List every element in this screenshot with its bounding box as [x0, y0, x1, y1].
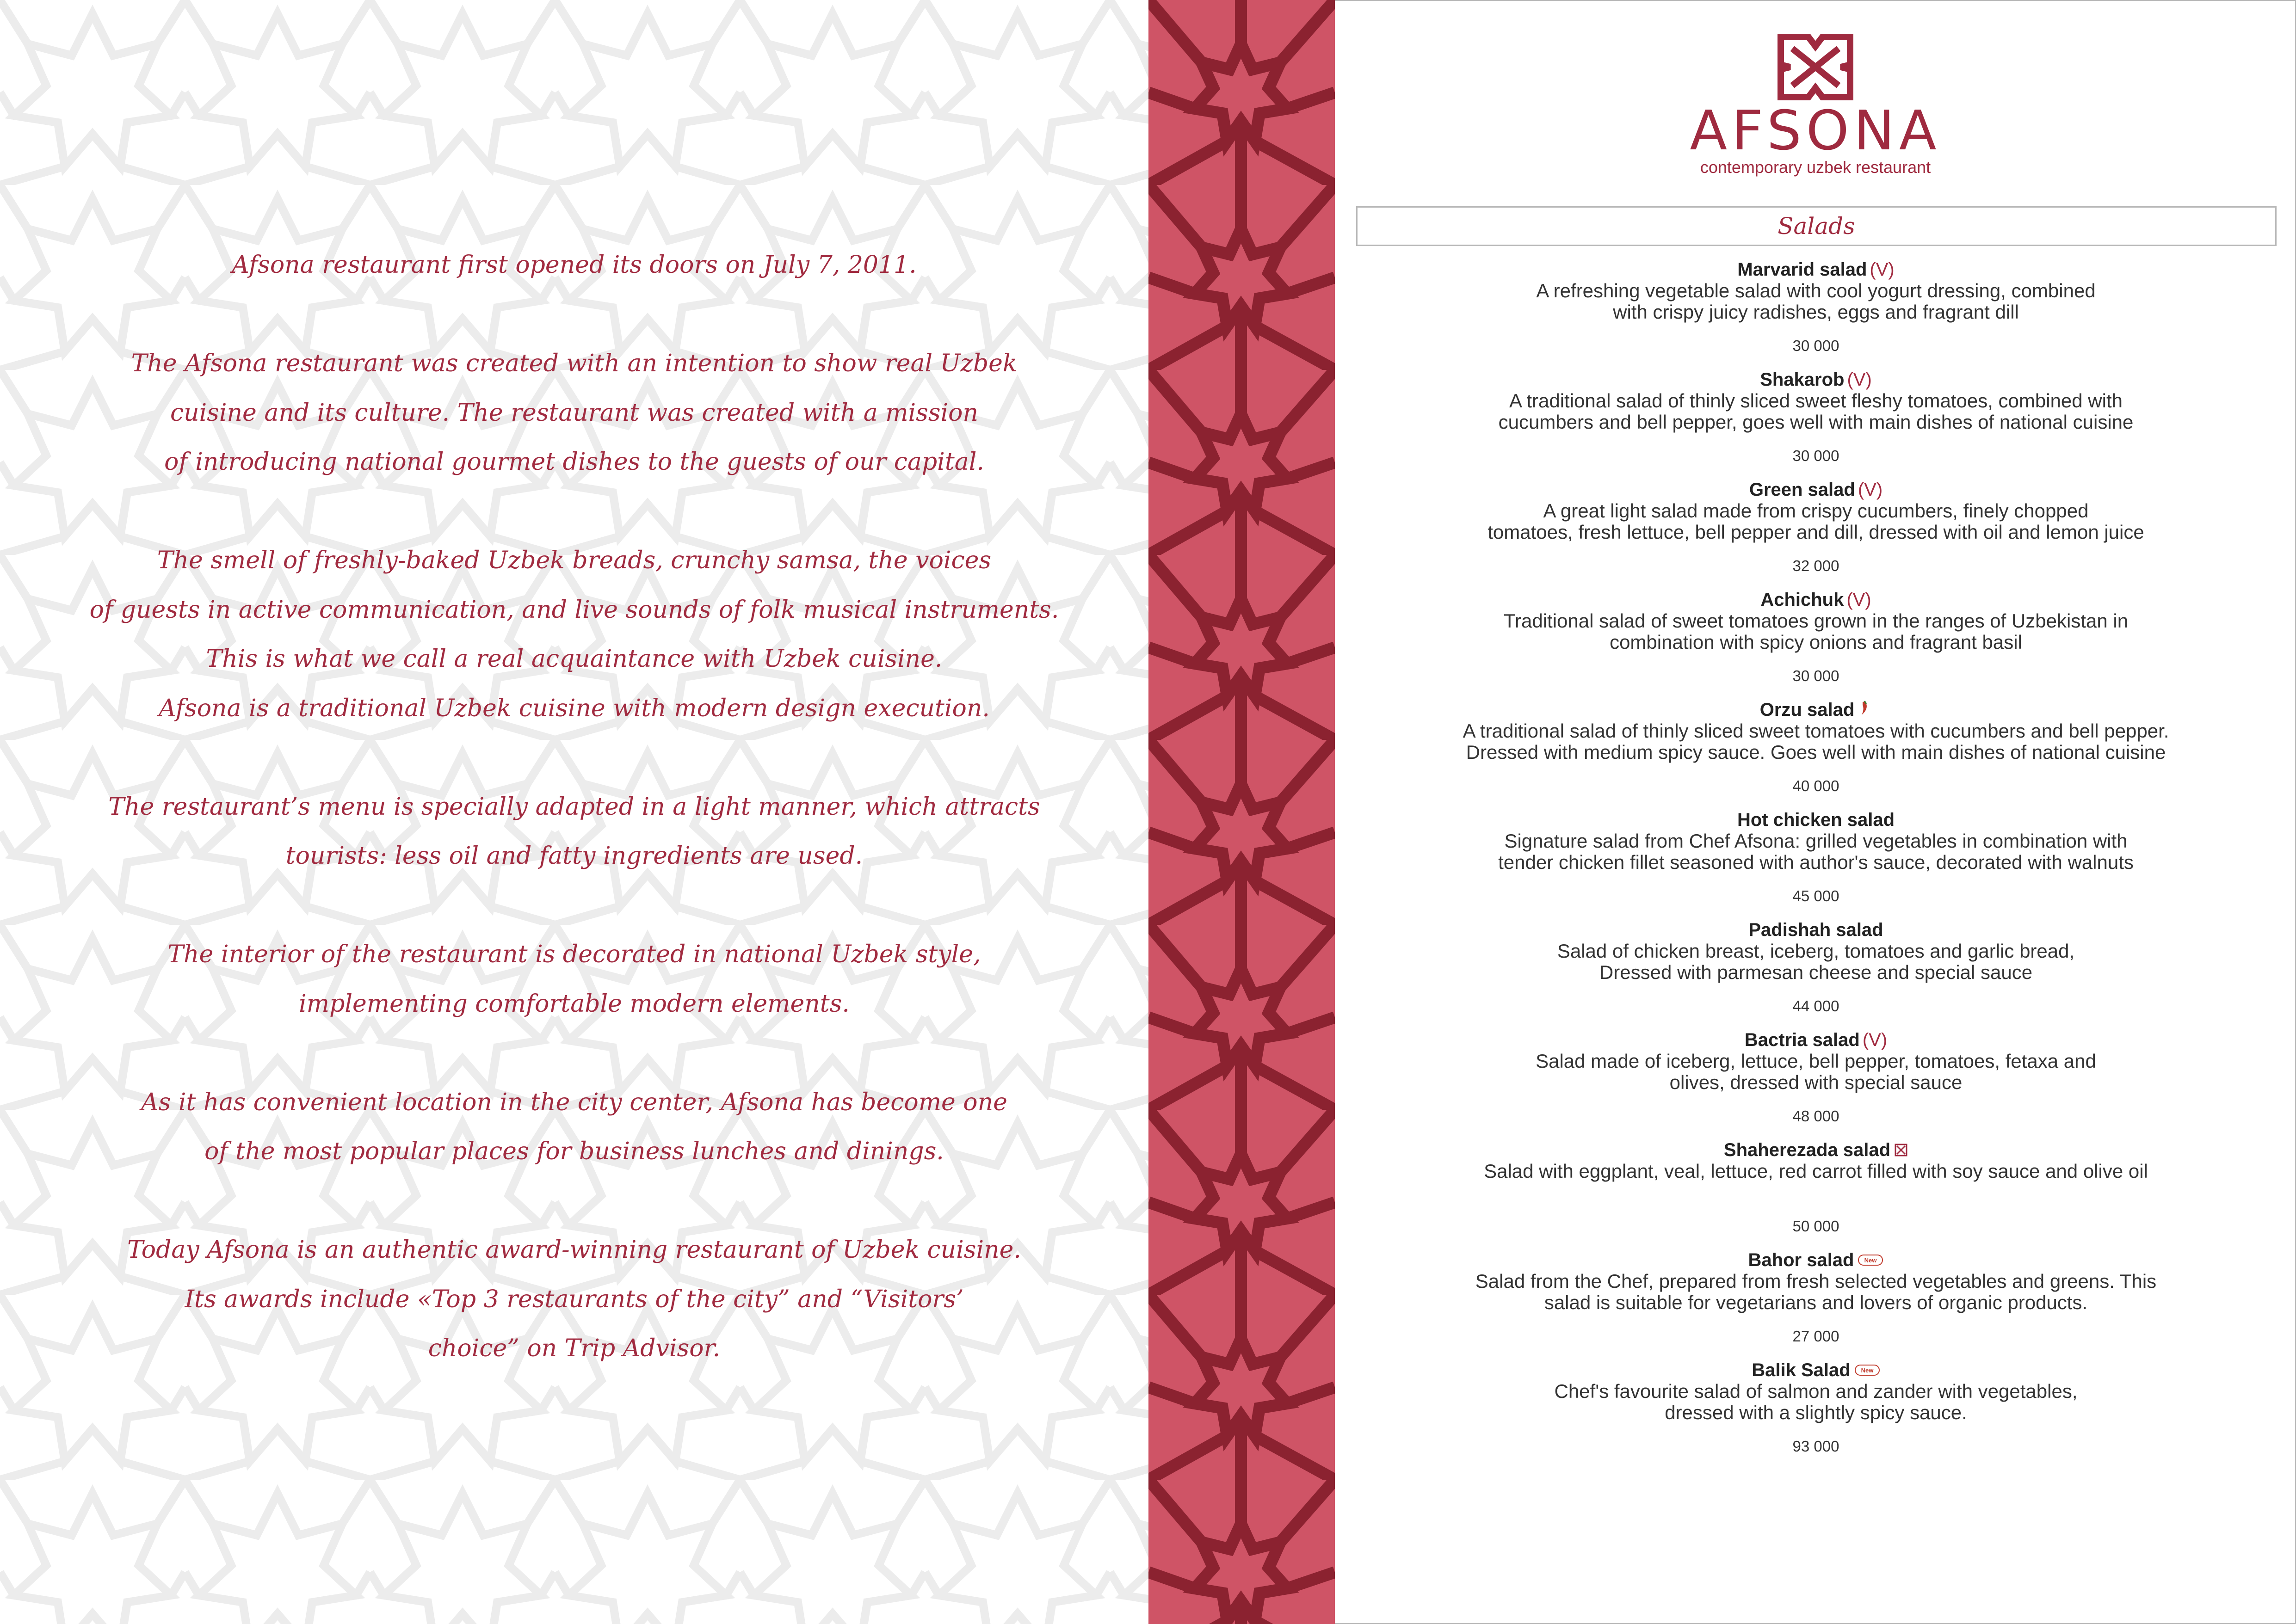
menu-item: [1353, 809, 2278, 919]
menu-item: [1353, 919, 2278, 1029]
item-price: 30 000: [1792, 447, 1839, 464]
item-price: 27 000: [1792, 1328, 1839, 1345]
item-name-row: [1353, 479, 2278, 500]
story-gap: [0, 733, 1148, 782]
story-line: tourists: less oil and fatty ingredients are used.: [285, 842, 863, 870]
menu-item: [1353, 589, 2278, 699]
vegetarian-tag: (V): [1847, 369, 1872, 390]
item-price: 30 000: [1792, 337, 1839, 354]
item-description: Dressed with parmesan cheese and special sauce: [1599, 961, 2033, 983]
item-price: 32 000: [1792, 557, 1839, 574]
item-name: Orzu salad: [1759, 700, 1855, 720]
item-description: Salad with eggplant, veal, lettuce, red carrot filled with soy sauce and olive oil: [1484, 1160, 2148, 1182]
story-line: Its awards include «Top 3 restaurants of the city” and “Visitors’: [185, 1285, 964, 1313]
item-name-row: [1353, 1029, 2278, 1051]
item-description: Traditional salad of sweet tomatoes grown in the ranges of Uzbekistan in: [1503, 610, 2129, 632]
item-name: Shakarob: [1760, 369, 1845, 390]
item-name: Balik Salad: [1752, 1360, 1851, 1380]
story-gap: [0, 487, 1148, 536]
story-line: Today Afsona is an authentic award-winning restaurant of Uzbek cuisine.: [127, 1236, 1021, 1264]
story-line: implementing comfortable modern elements.: [299, 990, 850, 1018]
item-price: 45 000: [1792, 887, 1839, 904]
item-description: dressed with a slightly spicy sauce.: [1665, 1402, 1967, 1423]
story-line: of guests in active communication, and live sounds of folk musical instruments.: [89, 596, 1059, 624]
item-name-row: [1353, 1249, 2278, 1271]
item-description: Signature salad from Chef Afsona: grilled vegetables in combination with: [1504, 830, 2128, 852]
item-description: Dressed with medium spicy sauce. Goes well with main dishes of national cuisine: [1466, 741, 2166, 763]
vegetarian-tag: (V): [1870, 259, 1895, 280]
story-gap: [0, 1176, 1148, 1226]
vegetarian-tag: (V): [1846, 590, 1871, 610]
strip-pattern: [1148, 0, 1335, 1624]
item-description: tomatoes, fresh lettuce, bell pepper and dill, dressed with oil and lemon juice: [1487, 521, 2144, 543]
menu-item: [1353, 1139, 2278, 1249]
item-price: 30 000: [1792, 667, 1839, 684]
item-name-row: [1353, 259, 2278, 280]
story-gap: [0, 881, 1148, 930]
brand-name: AFSONA: [1690, 98, 1941, 162]
item-name: Padishah salad: [1748, 920, 1883, 940]
item-description: cucumbers and bell pepper, goes well with main dishes of national cuisine: [1498, 411, 2134, 433]
story-line: cuisine and its culture. The restaurant was created with a mission: [170, 399, 978, 427]
item-name: Marvarid salad: [1737, 259, 1867, 280]
story-line: of the most popular places for business lunches and dinings.: [204, 1138, 944, 1165]
menu-item: [1353, 699, 2278, 809]
story-line: choice” on Trip Advisor.: [428, 1335, 721, 1362]
item-description: Salad of chicken breast, iceberg, tomatoes and garlic bread,: [1557, 940, 2075, 962]
item-name: Hot chicken salad: [1737, 810, 1895, 830]
item-name: Bactria salad: [1744, 1030, 1860, 1050]
item-price: 93 000: [1792, 1438, 1839, 1455]
svg-text:New: New: [1861, 1367, 1874, 1374]
afsona-logo-icon: [1776, 32, 1855, 102]
item-description: A traditional salad of thinly sliced sweet tomatoes with cucumbers and bell pepper.: [1463, 720, 2169, 742]
item-price: 48 000: [1792, 1107, 1839, 1125]
new-badge-icon: [1854, 1360, 1880, 1382]
item-description: Chef's favourite salad of salmon and zander with vegetables,: [1554, 1380, 2078, 1402]
menu-item: [1353, 369, 2278, 479]
afsona-mark-icon: [1894, 1140, 1908, 1162]
brand-tagline: contemporary uzbek restaurant: [1700, 158, 1931, 177]
story-line: The Afsona restaurant was created with an intention to show real Uzbek: [131, 350, 1018, 377]
item-name: Bahor salad: [1748, 1250, 1854, 1270]
section-title: Salads: [1778, 213, 1855, 240]
chili-pepper-icon: [1858, 700, 1872, 721]
vegetarian-tag: (V): [1858, 480, 1883, 500]
item-name-row: [1353, 589, 2278, 610]
item-description: A traditional salad of thinly sliced sweet fleshy tomatoes, combined with: [1509, 390, 2123, 412]
item-name: Shaherezada salad: [1723, 1140, 1891, 1160]
item-description: olives, dressed with special sauce: [1669, 1071, 1963, 1093]
story-line: of introducing national gourmet dishes to the guests of our capital.: [164, 448, 984, 476]
item-description: A refreshing vegetable salad with cool yogurt dressing, combined: [1536, 280, 2096, 301]
item-name-row: [1353, 1139, 2278, 1161]
item-name: Green salad: [1749, 480, 1855, 500]
spacer: [1353, 1182, 2278, 1203]
item-name-row: [1353, 919, 2278, 941]
menu-item: [1353, 1359, 2278, 1470]
story-line: The smell of freshly-baked Uzbek breads, crunchy samsa, the voices: [157, 547, 992, 574]
story-line: Afsona is a traditional Uzbek cuisine with modern design execution.: [159, 694, 990, 722]
story-line: The restaurant’s menu is specially adapted in a light manner, which attracts: [108, 793, 1040, 821]
item-description: salad is suitable for vegetarians and lovers of organic products.: [1544, 1292, 2088, 1313]
menu-item: [1353, 479, 2278, 589]
item-price: 44 000: [1792, 997, 1839, 1015]
item-description: A great light salad made from crispy cucumbers, finely chopped: [1543, 500, 2089, 522]
item-name-row: [1353, 809, 2278, 830]
item-name-row: [1353, 699, 2278, 720]
item-description: Salad from the Chef, prepared from fresh selected vegetables and greens. This: [1475, 1270, 2157, 1292]
story-line: As it has convenient location in the city center, Afsona has become one: [141, 1088, 1007, 1116]
item-description: Salad made of iceberg, lettuce, bell pepper, tomatoes, fetaxa and: [1536, 1050, 2096, 1072]
new-badge-icon: [1858, 1250, 1883, 1272]
story-line: Afsona restaurant first opened its doors on July 7, 2011.: [232, 251, 917, 279]
svg-text:New: New: [1864, 1257, 1877, 1264]
menu-item: [1353, 1249, 2278, 1359]
item-description: with crispy juicy radishes, eggs and fragrant dill: [1613, 301, 2019, 323]
story-line: The interior of the restaurant is decorated in national Uzbek style,: [167, 941, 981, 968]
item-name: Achichuk: [1760, 590, 1844, 610]
right-page: [1335, 0, 2296, 1624]
menu-item: [1353, 1029, 2278, 1139]
story-line: This is what we call a real acquaintance with Uzbek cuisine.: [206, 645, 943, 673]
vegetarian-tag: (V): [1862, 1030, 1888, 1050]
item-price: 50 000: [1792, 1218, 1839, 1235]
story-gap: [0, 290, 1148, 339]
item-name-row: [1353, 1359, 2278, 1381]
item-price: 40 000: [1792, 777, 1839, 794]
brand-logo: [1335, 32, 2296, 178]
menu-item: [1353, 259, 2278, 369]
menu-list: [1353, 259, 2278, 1470]
story-text: [0, 240, 1148, 1373]
section-header: [1356, 206, 2277, 246]
story-gap: [0, 1028, 1148, 1078]
item-description: combination with spicy onions and fragrant basil: [1610, 631, 2022, 653]
decorative-strip: [1148, 0, 1335, 1624]
item-name-row: [1353, 369, 2278, 390]
item-description: tender chicken fillet seasoned with author's sauce, decorated with walnuts: [1498, 851, 2134, 873]
